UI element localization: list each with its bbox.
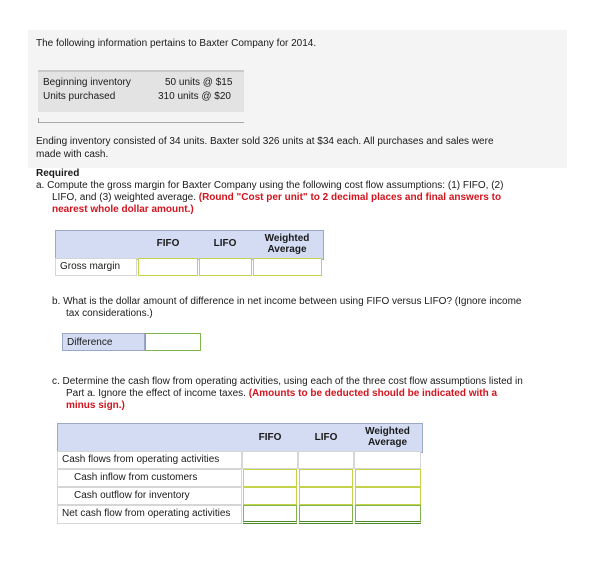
header-fifo: FIFO	[156, 238, 180, 249]
net-cash-flow-label: Net cash flow from operating activities	[57, 505, 242, 524]
part-a-line1: a. Compute the gross margin for Baxter Company using the following cost flow assumptions: (1) FIFO, (2)	[36, 180, 504, 191]
cash-outflow-weighted-input[interactable]	[355, 487, 421, 505]
cf-row-blank-cell	[242, 451, 298, 469]
cf-row-blank-cell	[354, 451, 421, 469]
cash-outflow-fifo-input[interactable]	[243, 487, 297, 505]
gross-margin-lifo-input[interactable]	[199, 258, 252, 276]
beginning-inventory-value: 50 units @ $15	[165, 77, 233, 88]
difference-label: Difference	[67, 337, 113, 348]
part-b-line1: b. What is the dollar amount of difference in net income between using FIFO versus LIFO? (Ignore income	[52, 296, 522, 307]
cf-row-label: Cash flows from operating activities	[57, 451, 242, 469]
required-heading: Required	[36, 168, 80, 179]
part-c-line3: minus sign.)	[66, 400, 125, 411]
units-purchased-label: Units purchased	[43, 91, 116, 102]
header-average: Average	[267, 244, 307, 255]
part-c-line1: c. Determine the cash flow from operating activities, using each of the three cost flow assumptions listed in	[52, 376, 523, 387]
part-b-line2: tax considerations.)	[66, 308, 153, 319]
cf-row-blank-cell	[298, 451, 354, 469]
inventory-box	[38, 70, 244, 112]
header-weighted: Weighted	[264, 233, 310, 244]
net-cash-flow-lifo-input[interactable]	[299, 505, 353, 524]
header-lifo: LIFO	[213, 238, 237, 249]
cash-inflow-weighted-input[interactable]	[355, 469, 421, 487]
difference-input[interactable]	[145, 333, 201, 351]
ending-text-line1: Ending inventory consisted of 34 units. Baxter sold 326 units at $34 each. All purchases and sales were	[36, 136, 494, 147]
net-cash-flow-weighted-input[interactable]	[355, 505, 421, 524]
part-a-line2: LIFO, and (3) weighted average. (Round "Cost per unit" to 2 decimal places and final answers to	[52, 192, 502, 203]
part-c-line2: Part a. Ignore the effect of income taxes. (Amounts to be deducted should be indicated with a	[66, 388, 498, 399]
gross-margin-label: Gross margin	[55, 258, 137, 276]
beginning-inventory-label: Beginning inventory	[43, 77, 131, 88]
gross-margin-fifo-input[interactable]	[138, 258, 198, 276]
cf-header-average: Average	[367, 437, 408, 448]
cash-inflow-fifo-input[interactable]	[243, 469, 297, 487]
intro-text: The following information pertains to Baxter Company for 2014.	[36, 38, 317, 49]
cf-header-lifo: LIFO	[314, 432, 338, 443]
gross-margin-weighted-input[interactable]	[253, 258, 322, 276]
part-a-line3: nearest whole dollar amount.)	[52, 204, 194, 215]
cf-header-fifo: FIFO	[258, 432, 282, 443]
cash-outflow-lifo-input[interactable]	[299, 487, 353, 505]
cash-outflow-label: Cash outflow for inventory	[57, 487, 242, 505]
divider	[38, 122, 244, 123]
units-purchased-value: 310 units @ $20	[158, 91, 231, 102]
net-cash-flow-fifo-input[interactable]	[243, 505, 297, 524]
cash-inflow-label: Cash inflow from customers	[57, 469, 242, 487]
cf-header-weighted: Weighted	[365, 426, 410, 437]
ending-text-line2: made with cash.	[36, 149, 109, 160]
cash-inflow-lifo-input[interactable]	[299, 469, 353, 487]
